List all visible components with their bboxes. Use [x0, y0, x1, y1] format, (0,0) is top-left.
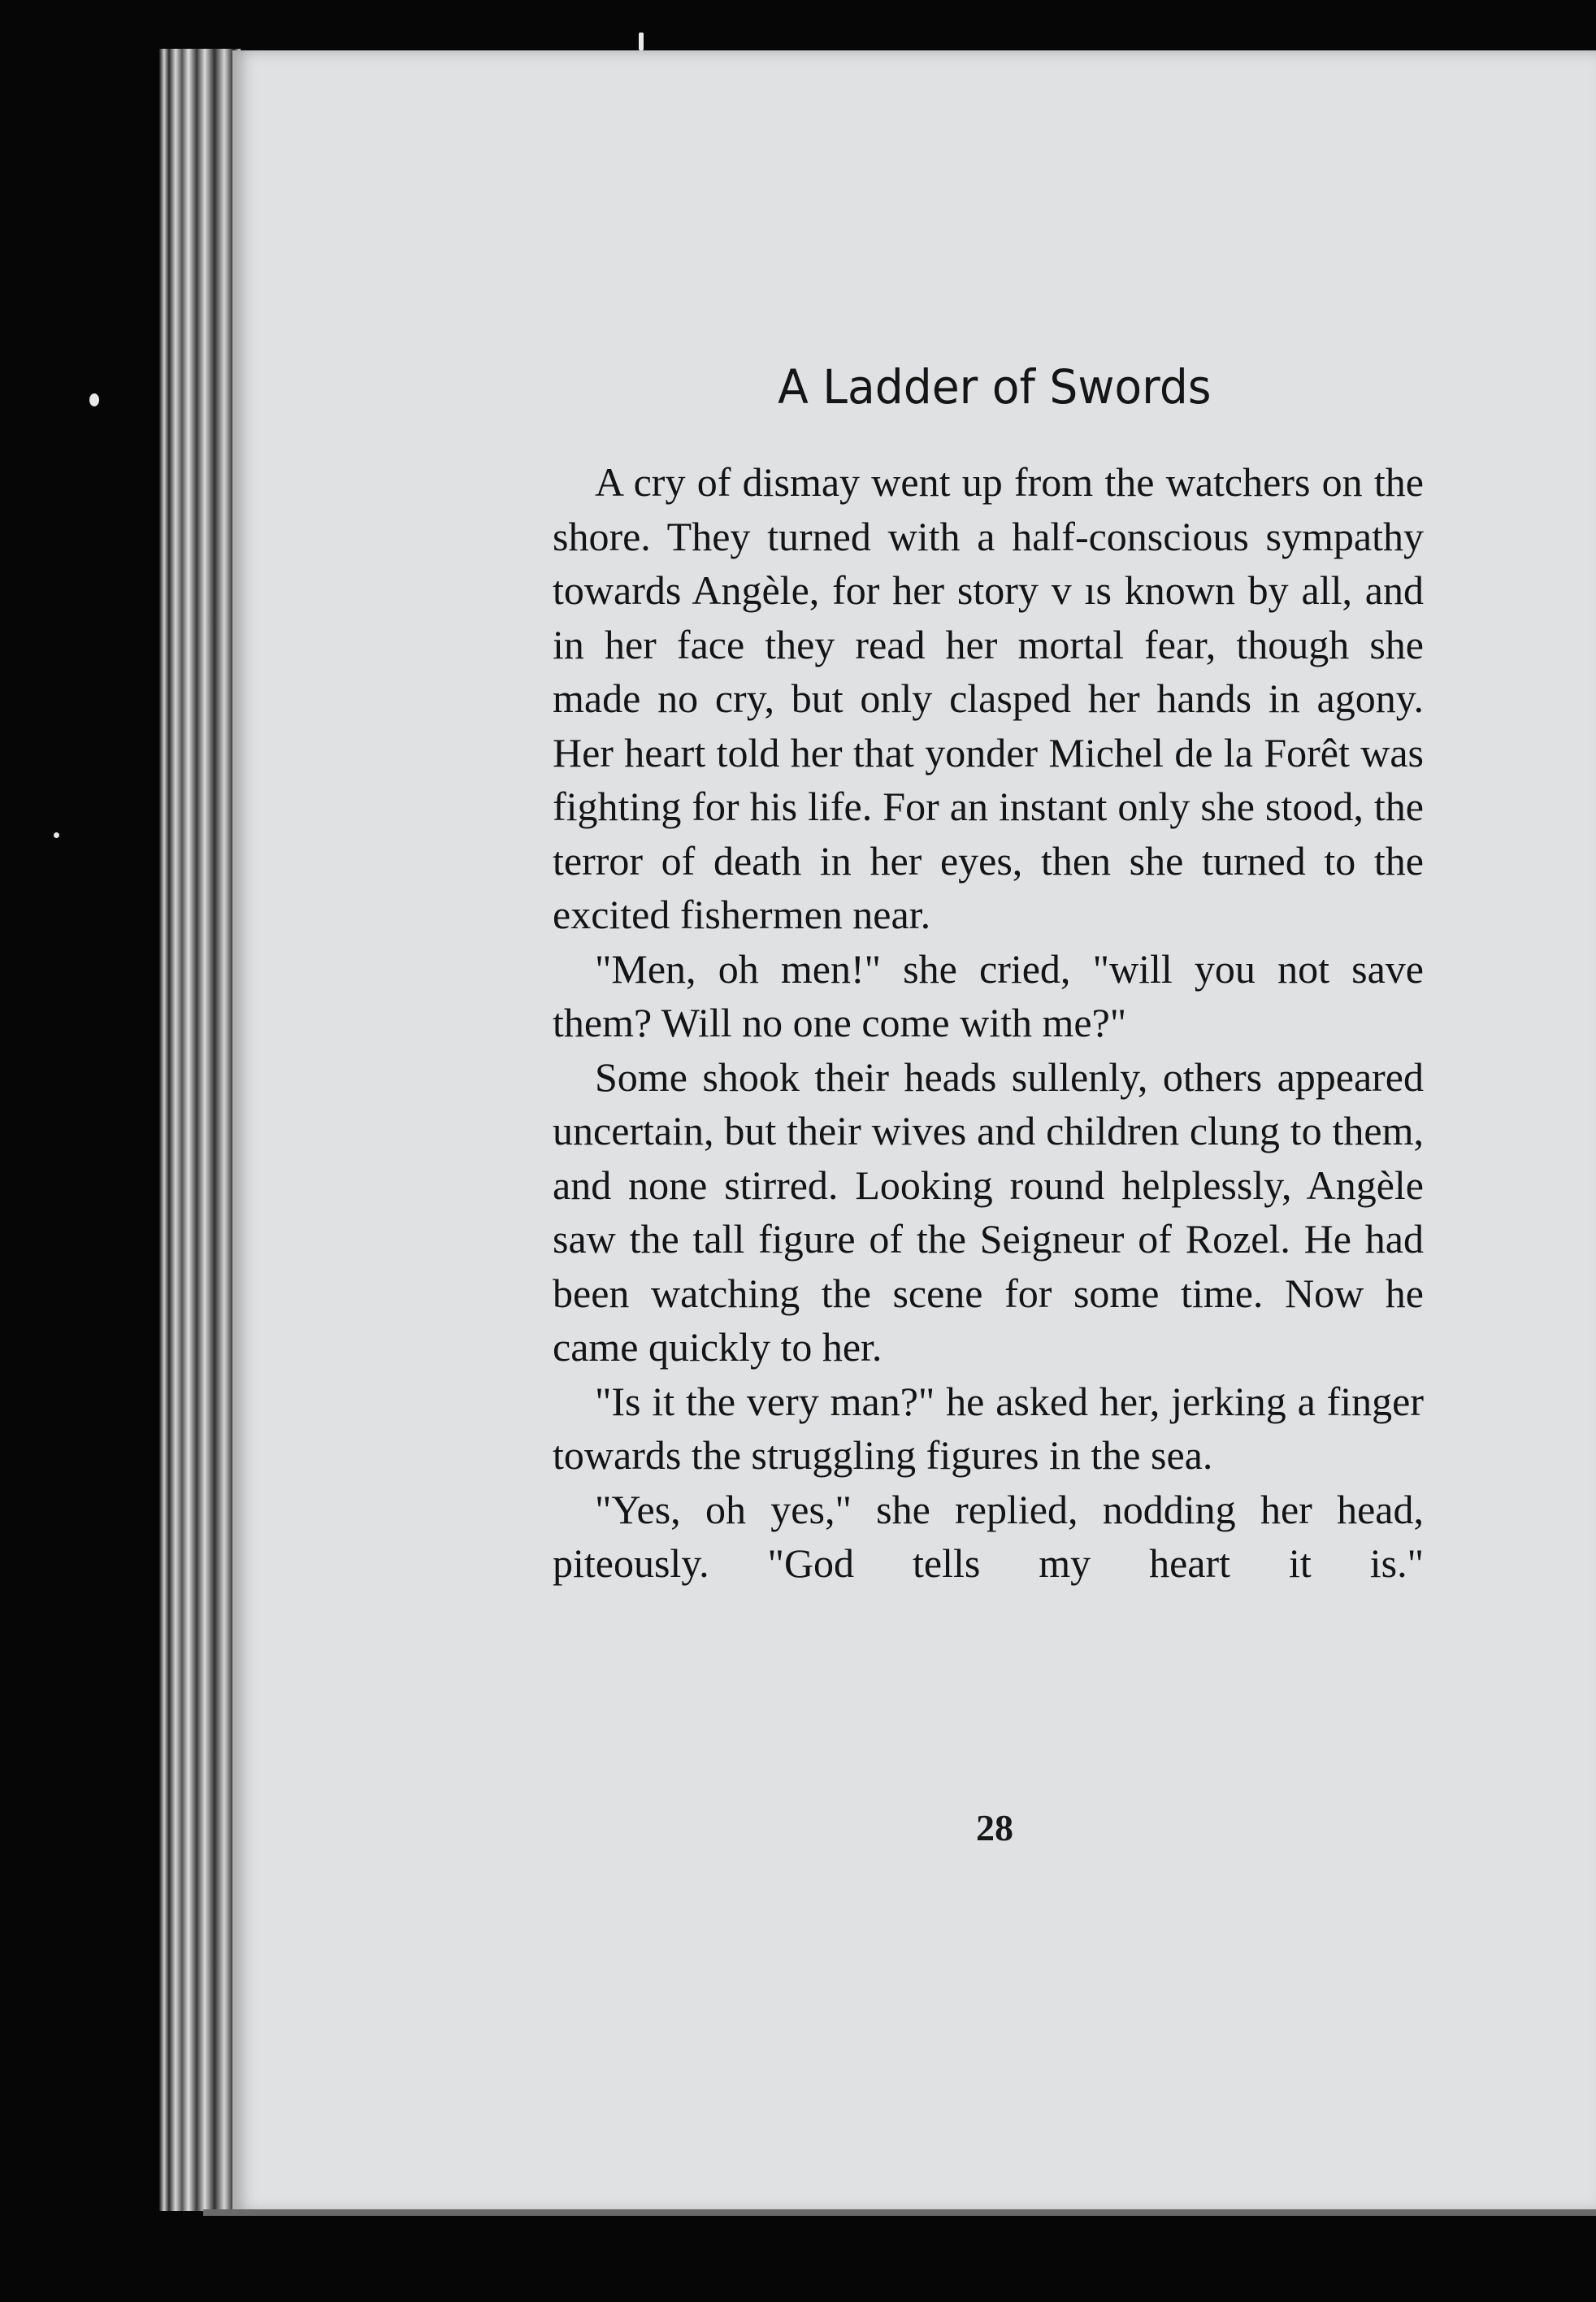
dust-speck [54, 832, 59, 838]
body-text [553, 455, 1424, 1591]
paragraph: Some shook their heads sullenly, others appeared uncertain, but their wives and children clung to them, and none stirred. Looking round helplessly, Angèle saw the tall figure of the Seigneur of Rozel. He had been watching the scene for some time. Now he came quickly to her. [553, 1053, 1424, 1370]
page-bottom-edge [203, 2209, 1596, 2216]
page-number: 28 [976, 1807, 1013, 1848]
dust-speck [639, 33, 644, 50]
paragraph: A cry of dismay went up from the watchers on the shore. They turned with a half-conscious sympathy towards Angèle, for her story v ıs known by all, and in her face they read her mortal fear, though she made no cry, but only clasped her hands in agony. Her heart told her that yonder Michel de la Forêt was fighting for his life. For an instant only she stood, the terror of death in her eyes, then she turned to the excited fishermen near. [553, 459, 1424, 937]
running-head: A Ladder of Swords [778, 359, 1212, 415]
paragraph: "Yes, oh yes," she replied, nodding her head, piteously. "God tells my heart it is." [553, 1486, 1424, 1586]
paragraph: "Is it the very man?" he asked her, jerking a finger towards the struggling figures in the sea. [553, 1378, 1424, 1478]
paragraph: "Men, oh men!" she cried, "will you not save them? Will no one come with me?" [553, 945, 1424, 1045]
